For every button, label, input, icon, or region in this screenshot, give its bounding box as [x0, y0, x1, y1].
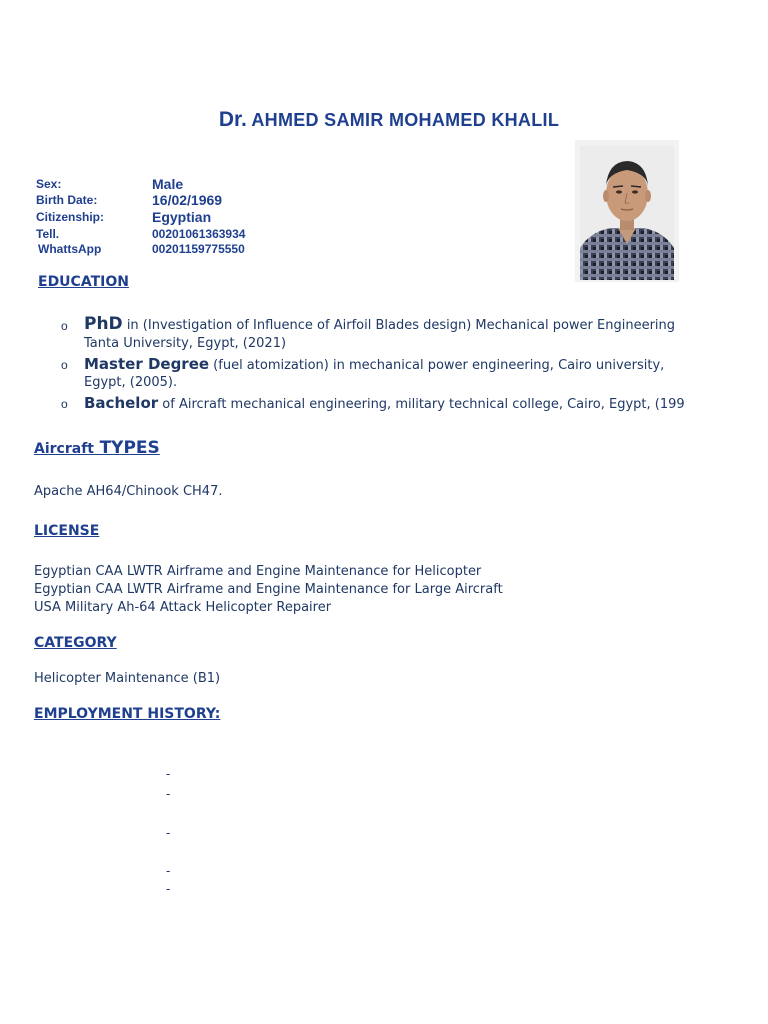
- education-item-bachelor: [84, 394, 685, 412]
- education-item-master: [84, 355, 664, 373]
- sex-value: Male: [152, 176, 184, 192]
- education-item-master-line2: Egypt, (2005).: [84, 375, 178, 390]
- employment-dash: -: [166, 881, 171, 896]
- tell-label: Tell.: [36, 227, 60, 241]
- employment-dash: -: [166, 786, 171, 801]
- aircraft-heading-big: TYPES: [99, 438, 160, 458]
- category-text: Helicopter Maintenance (B1): [34, 671, 221, 686]
- education-heading: EDUCATION: [38, 274, 129, 290]
- aircraft-types-text: Apache AH64/Chinook CH47.: [34, 484, 223, 499]
- tell-value: 00201061363934: [152, 227, 246, 241]
- education-item-phd-line2: Tanta University, Egypt, (2021): [84, 336, 287, 351]
- aircraft-types-heading: [34, 438, 160, 458]
- education-item-phd: [84, 314, 675, 334]
- license-line: Egyptian CAA LWTR Airframe and Engine Maintenance for Large Aircraft: [34, 582, 503, 597]
- education-item-phd-desc: in (Investigation of Influence of Airfoil Blades design) Mechanical power Engineering: [122, 318, 676, 333]
- employment-dash: -: [166, 863, 171, 878]
- bullet-icon: o: [61, 358, 68, 372]
- employment-dash: -: [166, 825, 171, 840]
- birth-date-label: Birth Date:: [36, 193, 98, 207]
- citizenship-label: Citizenship:: [36, 210, 104, 224]
- category-heading: CATEGORY: [34, 635, 117, 651]
- whatsapp-label: WhattsApp: [38, 242, 102, 256]
- profile-photo: [580, 146, 674, 280]
- citizenship-value: Egyptian: [152, 209, 212, 225]
- whatsapp-value: 00201159775550: [152, 242, 245, 256]
- license-line: USA Military Ah-64 Attack Helicopter Repairer: [34, 600, 332, 615]
- degree-bachelor: Bachelor: [84, 394, 159, 412]
- employment-dash: -: [166, 766, 171, 781]
- education-item-bachelor-desc: of Aircraft mechanical engineering, military technical college, Cairo, Egypt, (199: [158, 397, 685, 412]
- aircraft-heading-small: Aircraft: [34, 441, 94, 457]
- license-heading: LICENSE: [34, 523, 100, 539]
- page-title: [0, 108, 768, 132]
- title-prefix: Dr.: [218, 108, 247, 131]
- degree-phd: PhD: [84, 314, 123, 334]
- employment-heading: EMPLOYMENT HISTORY:: [34, 706, 221, 722]
- license-line: Egyptian CAA LWTR Airframe and Engine Maintenance for Helicopter: [34, 564, 482, 579]
- bullet-icon: o: [61, 397, 68, 411]
- bullet-icon: o: [61, 319, 68, 333]
- sex-label: Sex:: [36, 177, 62, 191]
- degree-master: Master Degree: [84, 355, 210, 373]
- birth-date-value: 16/02/1969: [152, 192, 223, 208]
- education-item-master-desc: (fuel atomization) in mechanical power engineering, Cairo university,: [209, 358, 665, 373]
- title-name: AHMED SAMIR MOHAMED KHALIL: [251, 110, 560, 130]
